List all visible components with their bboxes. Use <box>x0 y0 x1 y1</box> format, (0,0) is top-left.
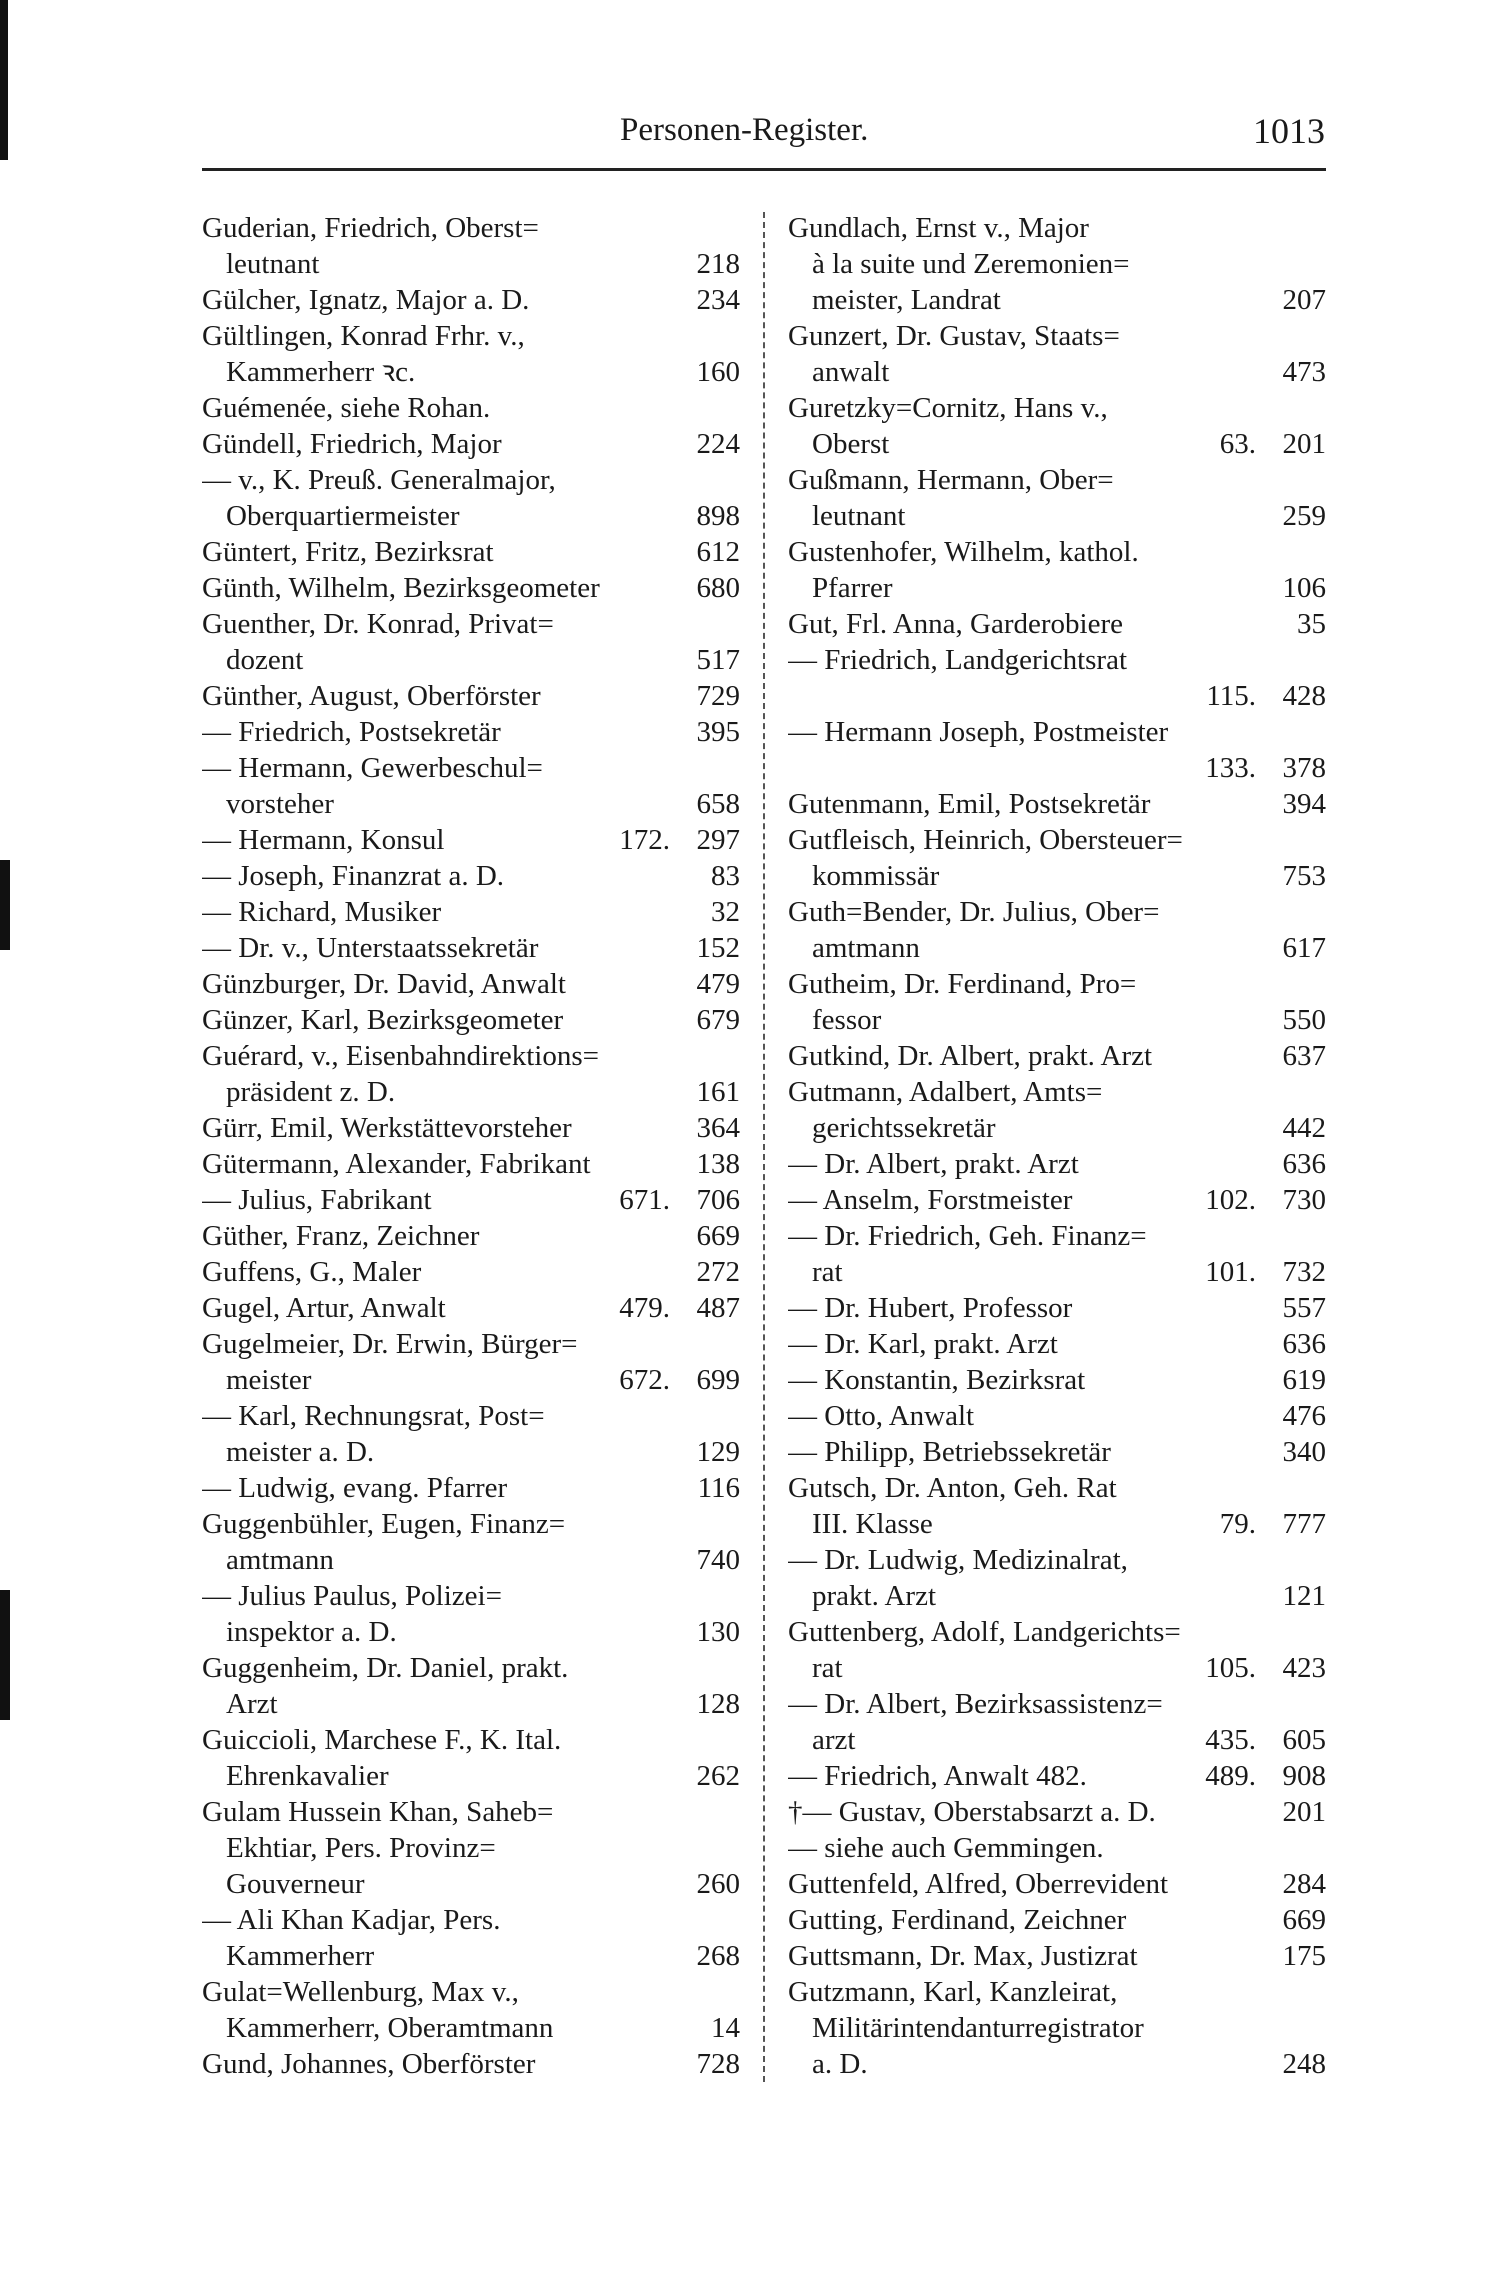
entry-page-number: 442 <box>1282 1112 1326 1144</box>
entry-text: amtmann <box>812 932 920 964</box>
entry-text: Guggenbühler, Eugen, Finanz= <box>202 1508 566 1540</box>
entry-page-number: 423 <box>1282 1652 1326 1684</box>
register-line <box>788 282 1326 318</box>
register-line <box>788 1326 1326 1362</box>
register-line <box>788 1542 1326 1578</box>
entry-page-number: 487 <box>696 1292 740 1324</box>
entry-text: — Richard, Musiker <box>202 896 442 928</box>
entry-text: meister <box>226 1364 312 1396</box>
register-line <box>788 1218 1326 1254</box>
left-column <box>202 210 740 2082</box>
entry-page-number: 658 <box>696 788 740 820</box>
register-line <box>788 1038 1326 1074</box>
entry-secondary-page: 435. <box>1205 1724 1256 1756</box>
register-line <box>202 1974 740 2010</box>
register-line <box>202 1758 740 1794</box>
register-line <box>788 1470 1326 1506</box>
entry-text: Gugelmeier, Dr. Erwin, Bürger= <box>202 1328 578 1360</box>
register-line <box>788 1362 1326 1398</box>
entry-page-number: 898 <box>696 500 740 532</box>
entry-page-number: 679 <box>696 1004 740 1036</box>
register-line <box>788 930 1326 966</box>
entry-secondary-page: 133. <box>1205 752 1256 784</box>
register-line <box>788 1974 1326 2010</box>
register-line <box>788 1182 1326 1218</box>
entry-text: anwalt <box>812 356 890 388</box>
entry-text: prakt. Arzt <box>812 1580 937 1612</box>
entry-text: arzt <box>812 1724 856 1756</box>
register-line <box>788 1902 1326 1938</box>
entry-page-number: 106 <box>1282 572 1326 604</box>
entry-secondary-page: 102. <box>1205 1184 1256 1216</box>
entry-page-number: 753 <box>1282 860 1326 892</box>
entry-text: — Hermann Joseph, Postmeister <box>788 716 1169 748</box>
entry-text: Gündell, Friedrich, Major <box>202 428 502 460</box>
entry-page-number: 201 <box>1282 428 1326 460</box>
register-line <box>788 1290 1326 1326</box>
entry-page-number: 680 <box>696 572 740 604</box>
register-line <box>788 1722 1326 1758</box>
entry-text: — Joseph, Finanzrat a. D. <box>202 860 505 892</box>
register-line <box>202 462 740 498</box>
entry-text: — Dr. Friedrich, Geh. Finanz= <box>788 1220 1147 1252</box>
register-line <box>202 1866 740 1902</box>
register-line <box>202 1110 740 1146</box>
scan-margin-mark <box>0 1590 10 1720</box>
entry-text: Gürr, Emil, Werkstättevorsteher <box>202 1112 572 1144</box>
register-line <box>202 1794 740 1830</box>
register-line <box>202 1218 740 1254</box>
entry-text: Gouverneur <box>226 1868 365 1900</box>
entry-page-number: 557 <box>1282 1292 1326 1324</box>
register-line <box>202 210 740 246</box>
entry-text: — Friedrich, Landgerichtsrat <box>788 644 1128 676</box>
entry-text: — Philipp, Betriebssekretär <box>788 1436 1111 1468</box>
entry-page-number: 161 <box>696 1076 740 1108</box>
entry-page-number: 636 <box>1282 1148 1326 1180</box>
entry-text: vorsteher <box>226 788 334 820</box>
entry-text: Günzer, Karl, Bezirksgeometer <box>202 1004 564 1036</box>
entry-text: Gustenhofer, Wilhelm, kathol. <box>788 536 1139 568</box>
register-line <box>202 1650 740 1686</box>
entry-page-number: 364 <box>696 1112 740 1144</box>
register-line <box>788 1614 1326 1650</box>
register-line <box>202 1038 740 1074</box>
register-line <box>202 1722 740 1758</box>
page-number: 1013 <box>1253 111 1325 151</box>
register-line <box>788 2010 1326 2046</box>
entry-text: amtmann <box>226 1544 334 1576</box>
register-line <box>202 1290 740 1326</box>
entry-text: leutnant <box>812 500 906 532</box>
register-line <box>202 246 740 282</box>
entry-page-number: 32 <box>711 896 740 928</box>
entry-page-number: 605 <box>1282 1724 1326 1756</box>
register-line <box>202 966 740 1002</box>
register-line <box>788 210 1326 246</box>
register-line <box>788 1686 1326 1722</box>
register-line <box>202 1326 740 1362</box>
entry-page-number: 272 <box>696 1256 740 1288</box>
entry-text: Günth, Wilhelm, Bezirksgeometer <box>202 572 600 604</box>
entry-text: — Ludwig, evang. Pfarrer <box>202 1472 508 1504</box>
entry-text: Gutenmann, Emil, Postsekretär <box>788 788 1151 820</box>
register-line <box>788 246 1326 282</box>
register-line <box>788 1578 1326 1614</box>
entry-text: meister a. D. <box>226 1436 375 1468</box>
entry-text: Gütermann, Alexander, Fabrikant <box>202 1148 591 1180</box>
entry-page-number: 395 <box>696 716 740 748</box>
entry-page-number: 550 <box>1282 1004 1326 1036</box>
entry-page-number: 777 <box>1282 1508 1326 1540</box>
entry-text: Guérard, v., Eisenbahndirektions= <box>202 1040 600 1072</box>
register-line <box>202 1542 740 1578</box>
entry-text: — Hermann, Konsul <box>202 824 445 856</box>
entry-text: meister, Landrat <box>812 284 1001 316</box>
entry-text: Guémenée, siehe Rohan. <box>202 392 491 424</box>
register-line <box>788 1254 1326 1290</box>
entry-secondary-page: 172. <box>619 824 670 856</box>
right-column <box>788 210 1326 2082</box>
register-line <box>202 1578 740 1614</box>
entry-page-number: 116 <box>697 1472 740 1504</box>
entry-page-number: 669 <box>696 1220 740 1252</box>
entry-page-number: 121 <box>1282 1580 1326 1612</box>
register-line <box>202 2010 740 2046</box>
entry-text: Gültlingen, Konrad Frhr. v., <box>202 320 525 352</box>
entry-secondary-page: 105. <box>1205 1652 1256 1684</box>
entry-text: Gutzmann, Karl, Kanzleirat, <box>788 1976 1118 2008</box>
entry-text: präsident z. D. <box>226 1076 396 1108</box>
entry-page-number: 224 <box>696 428 740 460</box>
entry-text: Gunzert, Dr. Gustav, Staats= <box>788 320 1120 352</box>
entry-text: Guttenfeld, Alfred, Oberrevident <box>788 1868 1169 1900</box>
entry-text: Gugel, Artur, Anwalt <box>202 1292 446 1324</box>
entry-page-number: 517 <box>696 644 740 676</box>
entry-text: — Friedrich, Postsekretär <box>202 716 501 748</box>
entry-text: Gundlach, Ernst v., Major <box>788 212 1089 244</box>
entry-text: Guth=Bender, Dr. Julius, Ober= <box>788 896 1160 928</box>
entry-text: — Konstantin, Bezirksrat <box>788 1364 1086 1396</box>
register-line <box>788 2046 1326 2082</box>
entry-text: Gutsch, Dr. Anton, Geh. Rat <box>788 1472 1117 1504</box>
entry-text: — Anselm, Forstmeister <box>788 1184 1073 1216</box>
entry-page-number: 706 <box>696 1184 740 1216</box>
entry-text: Kammerherr <box>226 1940 375 1972</box>
entry-page-number: 669 <box>1282 1904 1326 1936</box>
register-line <box>202 1146 740 1182</box>
entry-page-number: 234 <box>696 284 740 316</box>
entry-page-number: 207 <box>1282 284 1326 316</box>
entry-text: — v., K. Preuß. Generalmajor, <box>202 464 556 496</box>
register-line <box>202 1938 740 1974</box>
register-line <box>788 534 1326 570</box>
register-line <box>788 1794 1326 1830</box>
entry-secondary-page: 101. <box>1205 1256 1256 1288</box>
register-line <box>202 390 740 426</box>
entry-secondary-page: 479. <box>619 1292 670 1324</box>
entry-page-number: 128 <box>696 1688 740 1720</box>
entry-text: Guiccioli, Marchese F., K. Ital. <box>202 1724 562 1756</box>
entry-page-number: 637 <box>1282 1040 1326 1072</box>
entry-text: Guenther, Dr. Konrad, Privat= <box>202 608 554 640</box>
entry-text: Günzburger, Dr. David, Anwalt <box>202 968 566 1000</box>
entry-text: Guttenberg, Adolf, Landgerichts= <box>788 1616 1181 1648</box>
register-line <box>788 318 1326 354</box>
column-divider <box>763 212 765 2082</box>
register-line <box>788 1866 1326 1902</box>
register-line <box>788 1650 1326 1686</box>
entry-page-number: 268 <box>696 1940 740 1972</box>
entry-secondary-page: 63. <box>1219 428 1256 460</box>
entry-page-number: 729 <box>696 680 740 712</box>
register-line <box>202 822 740 858</box>
entry-text: Gülcher, Ignatz, Major a. D. <box>202 284 530 316</box>
entry-text: Güntert, Fritz, Bezirksrat <box>202 536 494 568</box>
entry-text: Gutting, Ferdinand, Zeichner <box>788 1904 1127 1936</box>
entry-text: — Dr. Hubert, Professor <box>788 1292 1073 1324</box>
entry-page-number: 201 <box>1282 1796 1326 1828</box>
register-line <box>202 606 740 642</box>
register-line <box>202 2046 740 2082</box>
register-line <box>788 966 1326 1002</box>
entry-page-number: 129 <box>696 1436 740 1468</box>
register-line <box>202 1002 740 1038</box>
register-line <box>202 1686 740 1722</box>
register-line <box>788 1758 1326 1794</box>
entry-page-number: 262 <box>696 1760 740 1792</box>
register-line <box>788 1938 1326 1974</box>
register-line <box>788 354 1326 390</box>
entry-page-number: 699 <box>696 1364 740 1396</box>
entry-text: — Ali Khan Kadjar, Pers. <box>202 1904 501 1936</box>
entry-text: Gund, Johannes, Oberförster <box>202 2048 536 2080</box>
entry-secondary-page: 489. <box>1205 1760 1256 1792</box>
entry-page-number: 378 <box>1282 752 1326 784</box>
entry-page-number: 284 <box>1282 1868 1326 1900</box>
entry-text: †— Gustav, Oberstabsarzt a. D. <box>788 1796 1156 1828</box>
header-rule <box>202 168 1326 171</box>
entry-page-number: 35 <box>1297 608 1326 640</box>
entry-text: — Dr. v., Unterstaatssekretär <box>202 932 539 964</box>
entry-page-number: 908 <box>1282 1760 1326 1792</box>
entry-text: inspektor a. D. <box>226 1616 397 1648</box>
register-line <box>788 426 1326 462</box>
register-line <box>788 750 1326 786</box>
register-line <box>202 1182 740 1218</box>
entry-page-number: 740 <box>696 1544 740 1576</box>
register-line <box>202 642 740 678</box>
register-line <box>788 678 1326 714</box>
register-line <box>202 714 740 750</box>
register-line <box>788 1002 1326 1038</box>
entry-text: — Dr. Albert, Bezirksassistenz= <box>788 1688 1163 1720</box>
entry-text: Pfarrer <box>812 572 893 604</box>
entry-text: Günther, August, Oberförster <box>202 680 541 712</box>
entry-text: a. D. <box>812 2048 868 2080</box>
register-line <box>202 750 740 786</box>
entry-text: — Hermann, Gewerbeschul= <box>202 752 543 784</box>
register-line <box>202 1902 740 1938</box>
entry-text: — Karl, Rechnungsrat, Post= <box>202 1400 545 1432</box>
entry-page-number: 732 <box>1282 1256 1326 1288</box>
entry-page-number: 14 <box>711 2012 740 2044</box>
register-line <box>202 1398 740 1434</box>
register-line <box>788 1146 1326 1182</box>
register-line <box>788 642 1326 678</box>
entry-page-number: 617 <box>1282 932 1326 964</box>
entry-text: fessor <box>812 1004 882 1036</box>
entry-text: Oberst <box>812 428 890 460</box>
entry-text: Guggenheim, Dr. Daniel, prakt. <box>202 1652 569 1684</box>
scan-margin-mark <box>0 0 8 160</box>
register-line <box>202 786 740 822</box>
entry-text: Guffens, G., Maler <box>202 1256 422 1288</box>
register-line <box>202 1434 740 1470</box>
entry-page-number: 428 <box>1282 680 1326 712</box>
entry-text: Guretzky=Cornitz, Hans v., <box>788 392 1108 424</box>
entry-page-number: 248 <box>1282 2048 1326 2080</box>
entry-text: — Dr. Karl, prakt. Arzt <box>788 1328 1058 1360</box>
entry-text: Militärintendanturregistrator <box>812 2012 1144 2044</box>
entry-text: III. Klasse <box>812 1508 933 1540</box>
entry-text: rat <box>812 1652 843 1684</box>
register-line <box>788 822 1326 858</box>
entry-text: Gutheim, Dr. Ferdinand, Pro= <box>788 968 1137 1000</box>
entry-page-number: 130 <box>696 1616 740 1648</box>
register-line <box>788 462 1326 498</box>
register-line <box>202 930 740 966</box>
register-line <box>202 426 740 462</box>
entry-text: Gußmann, Hermann, Ober= <box>788 464 1114 496</box>
register-line <box>202 678 740 714</box>
register-line <box>202 1254 740 1290</box>
register-line <box>202 858 740 894</box>
register-line <box>202 570 740 606</box>
entry-text: Ehrenkavalier <box>226 1760 389 1792</box>
entry-text: Gulam Hussein Khan, Saheb= <box>202 1796 554 1828</box>
register-line <box>202 498 740 534</box>
register-line <box>788 1110 1326 1146</box>
entry-text: à la suite und Zeremonien= <box>812 248 1130 280</box>
register-line <box>202 1362 740 1398</box>
register-line <box>202 1074 740 1110</box>
register-line <box>788 570 1326 606</box>
register-line <box>788 1074 1326 1110</box>
entry-text: kommissär <box>812 860 940 892</box>
entry-page-number: 619 <box>1282 1364 1326 1396</box>
register-line <box>788 1830 1326 1866</box>
register-line <box>788 1506 1326 1542</box>
entry-text: Oberquartiermeister <box>226 500 460 532</box>
entry-page-number: 259 <box>1282 500 1326 532</box>
entry-text: Guderian, Friedrich, Oberst= <box>202 212 539 244</box>
entry-page-number: 260 <box>696 1868 740 1900</box>
entry-text: Gulat=Wellenburg, Max v., <box>202 1976 519 2008</box>
scan-margin-mark <box>0 860 10 950</box>
entry-text: rat <box>812 1256 843 1288</box>
register-line <box>788 714 1326 750</box>
entry-text: Guttsmann, Dr. Max, Justizrat <box>788 1940 1138 1972</box>
entry-text: — Julius Paulus, Polizei= <box>202 1580 502 1612</box>
entry-page-number: 730 <box>1282 1184 1326 1216</box>
entry-text: — siehe auch Gemmingen. <box>788 1832 1104 1864</box>
entry-secondary-page: 115. <box>1206 680 1256 712</box>
register-line <box>202 282 740 318</box>
register-line <box>788 606 1326 642</box>
entry-secondary-page: 79. <box>1219 1508 1256 1540</box>
register-line <box>788 498 1326 534</box>
register-line <box>788 1434 1326 1470</box>
entry-text: leutnant <box>226 248 320 280</box>
entry-page-number: 138 <box>696 1148 740 1180</box>
register-line <box>202 1470 740 1506</box>
register-line <box>788 390 1326 426</box>
entry-page-number: 473 <box>1282 356 1326 388</box>
entry-text: Gutfleisch, Heinrich, Obersteuer= <box>788 824 1183 856</box>
entry-page-number: 476 <box>1282 1400 1326 1432</box>
entry-text: — Julius, Fabrikant <box>202 1184 432 1216</box>
entry-page-number: 297 <box>696 824 740 856</box>
entry-page-number: 160 <box>696 356 740 388</box>
entry-text: Gutmann, Adalbert, Amts= <box>788 1076 1103 1108</box>
entry-text: Arzt <box>226 1688 278 1720</box>
entry-page-number: 175 <box>1282 1940 1326 1972</box>
entry-text: — Dr. Ludwig, Medizinalrat, <box>788 1544 1128 1576</box>
entry-text: Gutkind, Dr. Albert, prakt. Arzt <box>788 1040 1153 1072</box>
register-line <box>788 894 1326 930</box>
entry-secondary-page: 671. <box>619 1184 670 1216</box>
running-header-title: Personen-Register. <box>620 112 869 148</box>
entry-page-number: 340 <box>1282 1436 1326 1468</box>
entry-text: Güther, Franz, Zeichner <box>202 1220 480 1252</box>
register-line <box>202 1830 740 1866</box>
entry-text: dozent <box>226 644 304 676</box>
entry-page-number: 218 <box>696 248 740 280</box>
entry-text: Ekhtiar, Pers. Provinz= <box>226 1832 496 1864</box>
register-line <box>202 1506 740 1542</box>
entry-page-number: 728 <box>696 2048 740 2080</box>
entry-text: — Otto, Anwalt <box>788 1400 975 1432</box>
entry-page-number: 479 <box>696 968 740 1000</box>
entry-text: Kammerherr ꝛc. <box>226 356 416 388</box>
register-line <box>202 354 740 390</box>
register-line <box>202 1614 740 1650</box>
entry-text: — Friedrich, Anwalt 482. <box>788 1760 1087 1792</box>
entry-text: Gut, Frl. Anna, Garderobiere <box>788 608 1124 640</box>
register-line <box>788 1398 1326 1434</box>
entry-secondary-page: 672. <box>619 1364 670 1396</box>
entry-page-number: 612 <box>696 536 740 568</box>
entry-page-number: 83 <box>711 860 740 892</box>
register-line <box>788 786 1326 822</box>
entry-page-number: 394 <box>1282 788 1326 820</box>
entry-page-number: 636 <box>1282 1328 1326 1360</box>
entry-page-number: 152 <box>696 932 740 964</box>
register-line <box>202 894 740 930</box>
register-line <box>788 858 1326 894</box>
entry-text: Kammerherr, Oberamtmann <box>226 2012 554 2044</box>
entry-text: gerichtssekretär <box>812 1112 996 1144</box>
entry-text: — Dr. Albert, prakt. Arzt <box>788 1148 1079 1180</box>
register-line <box>202 534 740 570</box>
register-line <box>202 318 740 354</box>
